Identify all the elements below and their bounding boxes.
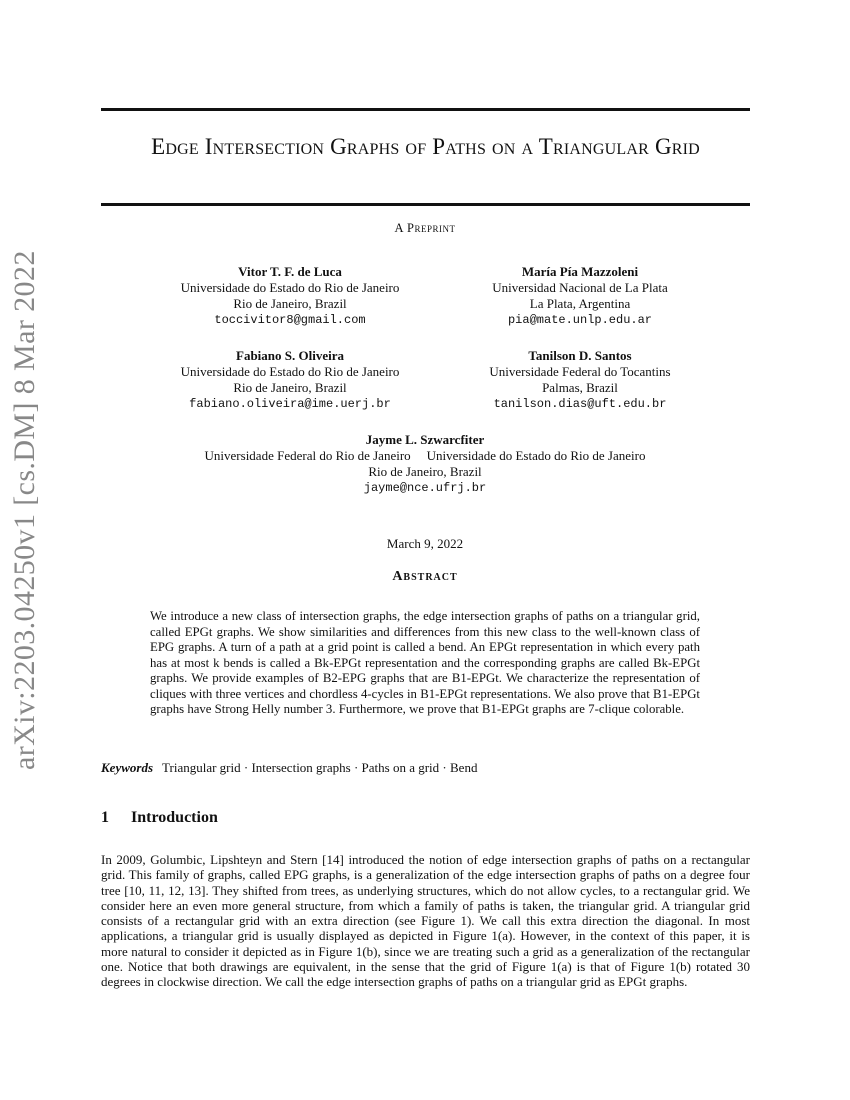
section-number: 1 <box>101 809 109 826</box>
author-email[interactable]: toccivitor8@gmail.com <box>214 313 366 327</box>
keywords-label: Keywords <box>101 760 153 775</box>
author-affiliation: Universidade Federal do Tocantins <box>489 364 671 379</box>
arxiv-identifier: arXiv:2203.04250v1 [cs.DM] 8 Mar 2022 <box>8 250 41 770</box>
author-location: Palmas, Brazil <box>542 380 618 395</box>
author-affiliation: Universidade Federal do Rio de Janeiro <box>204 448 411 463</box>
introduction-paragraph: In 2009, Golumbic, Lipshteyn and Stern [14] introduced the notion of edge intersection graphs of paths on a rectangular grid. This family of graphs, called EPG graphs, is a generalization of the edge intersection graphs of paths on a degree four tree [10, 11, 12, 13]. They shifted from trees, as underlying structures, which do not allow cycles, to a rectangular grid. We consider here an even more general structure, from which a family of paths is taken, the triangular grid. A triangular grid consists of a rectangular grid with an extra direction (see Figure 1). We call this extra direction the diagonal. In most applications, a triangular grid is usually displayed as depicted in Figure 1(a). However, in the context of this paper, it is more natural to consider it depicted as in Figure 1(b), since we are treating such a grid as a generalization of the rectangular one. Notice that both drawings are equivalent, in the sense that the grid of Figure 1(a) is that of Figure 1(b) rotated 30 degrees in clockwise direction. We call the edge intersection graphs of paths on a triangular grid as EPGt graphs. <box>101 852 750 990</box>
abstract-text: We introduce a new class of intersection graphs, the edge intersection graphs of paths on a triangular grid, called EPGt graphs. We show similarities and differences from this new class to the well-known class of EPG graphs. A turn of a path at a grid point is called a bend. An EPGt representation in which every path has at most k bends is called a Bk-EPGt representation and the corresponding graphs are called Bk-EPGt graphs. We provide examples of B2-EPG graphs that are B1-EPGt. We characterize the representation of cliques with three vertices and chordless 4-cycles in B1-EPGt representations. We also prove that B1-EPGt graphs have Strong Helly number 3. Furthermore, we prove that B1-EPGt graphs are 7-clique colorable. <box>150 609 700 716</box>
author-block <box>455 348 705 412</box>
author-name: Fabiano S. Oliveira <box>236 348 344 363</box>
author-location: Rio de Janeiro, Brazil <box>368 464 482 479</box>
author-name: María Pía Mazzoleni <box>521 264 639 279</box>
author-email[interactable]: jayme@nce.ufrj.br <box>363 481 487 495</box>
author-location: La Plata, Argentina <box>529 296 631 311</box>
title-bottom-rule <box>101 203 750 206</box>
abstract-heading: Abstract <box>392 569 458 584</box>
author-affiliation: Universidad Nacional de La Plata <box>492 280 668 295</box>
keywords <box>101 760 750 776</box>
author-affiliation: Universidade do Estado do Rio de Janeiro <box>180 364 400 379</box>
section-heading <box>101 809 218 827</box>
section-title: Introduction <box>131 809 218 826</box>
author-block <box>150 432 700 496</box>
author-affiliations <box>150 448 700 464</box>
paper-title: Edge Intersection Graphs of Paths on a Triangular Grid <box>151 134 700 159</box>
author-location: Rio de Janeiro, Brazil <box>233 296 347 311</box>
author-email[interactable]: pia@mate.unlp.edu.ar <box>507 313 653 327</box>
author-affiliation: Universidade do Estado do Rio de Janeiro <box>180 280 400 295</box>
author-name: Jayme L. Szwarcfiter <box>365 432 485 447</box>
author-block <box>455 264 705 328</box>
paper-date: March 9, 2022 <box>386 536 464 551</box>
keywords-text: Triangular grid · Intersection graphs · Paths on a grid · Bend <box>162 760 478 775</box>
title-top-rule <box>101 108 750 111</box>
author-email[interactable]: tanilson.dias@uft.edu.br <box>493 397 667 411</box>
author-location: Rio de Janeiro, Brazil <box>233 380 347 395</box>
author-block <box>160 348 420 412</box>
author-name: Tanilson D. Santos <box>528 348 632 363</box>
preprint-label: A Preprint <box>394 221 456 235</box>
author-name: Vitor T. F. de Luca <box>238 264 342 279</box>
author-block <box>160 264 420 328</box>
author-affiliation: Universidade do Estado do Rio de Janeiro <box>426 448 646 463</box>
author-email[interactable]: fabiano.oliveira@ime.uerj.br <box>189 397 391 411</box>
